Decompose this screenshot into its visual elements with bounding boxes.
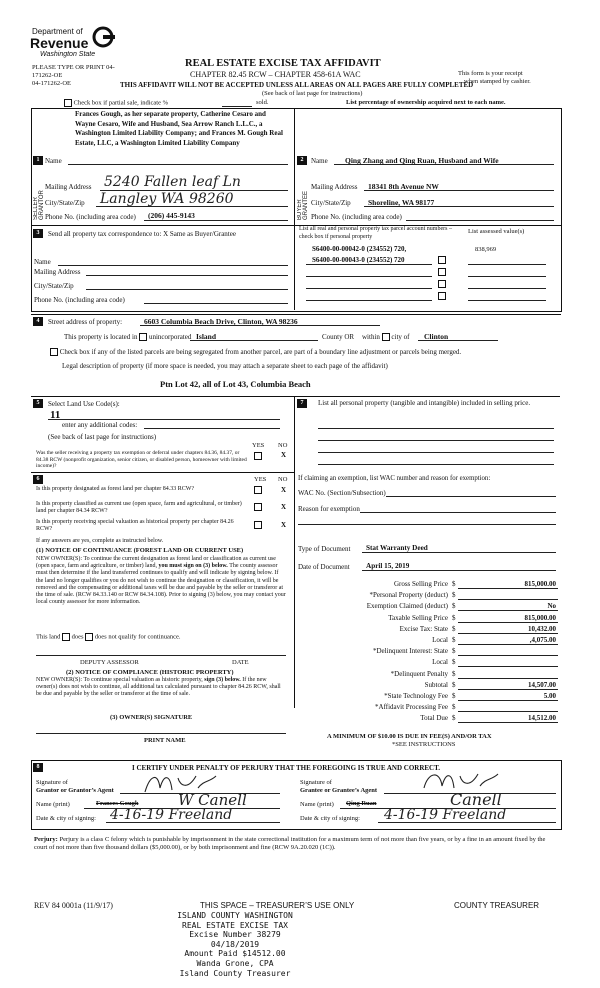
assessed-value-1: 838,969 [475, 246, 497, 253]
seller-side-label: SELLER GRANTOR [33, 190, 45, 220]
section-2-marker: 2 [297, 156, 307, 165]
tax-row [298, 580, 560, 591]
grantor-name-print-label: Name (print) [36, 801, 70, 808]
section-6-marker: 6 [33, 475, 43, 484]
current-use-answer: X [281, 503, 287, 511]
tax-row-value: 815,000.00 [524, 580, 556, 588]
doc-date-label: Date of Document [298, 563, 350, 571]
continuance-title: (1) NOTICE OF CONTINUANCE (FOREST LAND OR CURRENT USE) [36, 547, 244, 554]
s5-no-header: NO [278, 442, 288, 449]
tax-row [298, 591, 560, 602]
dollar-sign: $ [452, 680, 456, 689]
parcel-2-personal-checkbox[interactable] [438, 268, 446, 276]
assessed-header: List assessed value(s) [468, 228, 525, 235]
exemption-question: Was the seller receiving a property tax exemption or deferral under chapters 84.36, 84.37, or 84.38 RCW (nonprofit organization, senior citizen, or disabled person, homeowner with limited income)? [36, 450, 247, 469]
s5-see-back: (See back of last page for instructions) [48, 433, 157, 441]
tax-row-label: Exemption Claimed (deduct) [366, 602, 448, 611]
doc-type-label: Type of Document [298, 545, 351, 553]
tax-row-label: Local [432, 658, 448, 667]
current-use-yes-checkbox[interactable] [254, 503, 262, 511]
revenue-logo-icon [90, 26, 116, 48]
stamp-line: Excise Number 38279 [189, 930, 281, 940]
tax-row-value: 14,507.00 [528, 680, 556, 689]
tax-row-label: Taxable Selling Price [388, 613, 448, 622]
dollar-sign: $ [452, 714, 456, 723]
tax-row [298, 703, 560, 714]
buyer-name-value: Qing Zhang and Qing Ruan, Husband and Wife [345, 156, 499, 165]
receipt-note-2: when stamped by cashier. [464, 78, 531, 85]
buyer-side-label: BUYER GRANTEE [297, 190, 309, 220]
doc-date-value: April 15, 2019 [366, 562, 410, 570]
grantor-date-city-value: 4-16-19 Freeland [110, 807, 233, 823]
stamp-line: Island County Treasurer [179, 968, 291, 978]
sold-label: sold. [256, 99, 269, 106]
segregated-row: Check box if any of the listed parcels are being segregated from another parcel, are part of a boundary line adjustment or parcels being merged. [50, 348, 461, 356]
tax-row [298, 714, 560, 725]
form-warning: THIS AFFIDAVIT WILL NOT BE ACCEPTED UNLESS ALL AREAS ON ALL PAGES ARE FULLY COMPLETED [120, 81, 474, 89]
list-percentage-label: List percentage of ownership acquired next to each name. [346, 99, 506, 106]
wac-no-label: WAC No. (Section/Subsection) [298, 489, 386, 497]
buyer-name-label: Name [311, 157, 328, 165]
dollar-sign: $ [452, 692, 456, 700]
deputy-assessor-label: DEPUTY ASSESSOR [80, 659, 139, 666]
tax-row-value: 815,000.00 [524, 613, 556, 622]
county-or-label: County OR [322, 333, 355, 341]
partial-sale-checkbox[interactable] [64, 99, 72, 107]
s6-no-header: NO [278, 476, 288, 483]
dollar-sign: $ [452, 703, 456, 712]
tax-row-label: *Affidavit Processing Fee [375, 703, 448, 712]
compliance-text: NEW OWNER(S): To continue special valuation as historic property, sign (3) below. If the new owner(s) does not wish to continue, all additional tax calculated pursuant to chapter 84.26 RCW, shall be due and payable by the seller or transferor at the time of sale. [36, 677, 281, 698]
dollar-sign: $ [452, 624, 456, 633]
dollar-sign: $ [452, 580, 456, 588]
tax-row [298, 681, 560, 692]
tax-row-label: *Personal Property (deduct) [369, 591, 448, 600]
partial-sale-row: Check box if partial sale, indicate % [64, 99, 168, 107]
section-4-marker: 4 [33, 317, 43, 326]
grantee-sig-label-1: Signature of [300, 779, 332, 786]
buyer-phone-label: Phone No. (including area code) [311, 213, 402, 221]
seller-mailing-value: 5240 Fallen leaf Ln [104, 174, 241, 190]
stamp-line: ISLAND COUNTY WASHINGTON [177, 911, 293, 920]
treasurer-space-label: THIS SPACE – TREASURER’S USE ONLY [200, 901, 355, 910]
within-city-row: within city of [362, 333, 410, 341]
tax-row-label: Local [432, 636, 448, 644]
historic-question: Is this property receiving special valuation as historical property per chapter 84.26 RCW? [36, 519, 234, 532]
historic-yes-checkbox[interactable] [254, 521, 262, 529]
located-in-row: This property is located in unincorporated [64, 333, 192, 341]
section-3-marker: 3 [33, 229, 43, 238]
grantor-print-name: Frances Gough [96, 800, 139, 807]
same-as-buyer: X Same as Buyer/Grantee [163, 230, 236, 238]
ref-number-1: 171262-OE [32, 72, 63, 79]
section-7-marker: 7 [297, 399, 307, 408]
stamp-line: Wanda Grone, CPA [196, 958, 274, 968]
dept-state: Washington State [40, 51, 96, 58]
s3-city-label: City/State/Zip [34, 282, 74, 290]
tax-row-value: 5.00 [543, 692, 556, 700]
tax-row [298, 625, 560, 636]
tax-row-label: *Delinquent Penalty [390, 669, 448, 678]
form-chapter: CHAPTER 82.45 RCW – CHAPTER 458-61A WAC [190, 70, 361, 79]
treasurer-stamp [140, 911, 330, 978]
reason-label: Reason for exemption [298, 505, 360, 513]
stamp-line: Amount Paid $14512.00 [184, 949, 286, 959]
segregated-checkbox[interactable] [50, 348, 58, 356]
tax-row [298, 692, 560, 703]
compliance-title: (2) NOTICE OF COMPLIANCE (HISTORIC PROPERTY) [66, 669, 234, 676]
exemption-yes-checkbox[interactable] [254, 452, 262, 460]
deputy-date-label: DATE [232, 659, 249, 666]
section-5-marker: 5 [33, 399, 43, 408]
land-use-label: Select Land Use Code(s): [48, 400, 120, 408]
section-1-marker: 1 [33, 156, 43, 165]
dor-logo [32, 26, 122, 66]
s3-mailing-label: Mailing Address [34, 268, 81, 276]
minimum-due-note: A MINIMUM OF $10.00 IS DUE IN FEE(S) AND/OR TAX [327, 733, 492, 740]
grantor-date-city-label: Date & city of signing: [36, 815, 96, 822]
grantee-agent-hand-name: Canell [450, 790, 502, 809]
seller-mailing-label: Mailing Address [45, 183, 92, 191]
receipt-note-1: This form is your receipt [458, 70, 523, 77]
tax-row-label: Gross Selling Price [393, 580, 448, 588]
section-8-marker: 8 [33, 763, 43, 772]
street-value: 6603 Columbia Beach Drive, Clinton, WA 98236 [144, 317, 298, 326]
tax-row-label: *State Technology Fee [384, 692, 448, 700]
county-value: Island [196, 332, 217, 341]
continuance-text: NEW OWNER(S): To continue the current designation as forest land or classification as current use (open space, farm and agriculture, or timber) land, you must sign on (3) below. The county assessor must then determine if the land transferred continues to qualify and will indicate by signing below. If the land no longer qualifies or you do not wish to continue the designation or classification, it will be removed and the compensating or additional taxes will be due and payable by the seller or transferor at the time of sale. (RCW 84.33.140 or RCW 84.34.108). Prior to signing (3) below, you may contact your local county assessor for more information. [36, 556, 286, 606]
dept-small: Department of [32, 27, 83, 36]
tax-row [298, 636, 560, 647]
parcel-1-personal-checkbox[interactable] [438, 256, 446, 264]
seller-name-label: Name [45, 157, 62, 165]
send-correspondence: Send all property tax correspondence to: X Same as Buyer/Grantee [48, 230, 236, 238]
parcel-4-personal-checkbox[interactable] [438, 292, 446, 300]
street-label: Street address of property: [48, 318, 123, 326]
buyer-mailing-label: Mailing Address [311, 183, 358, 191]
tax-row-label: Total Due [420, 714, 448, 723]
form-title: REAL ESTATE EXCISE TAX AFFIDAVIT [185, 58, 381, 69]
s5-yes-header: YES [252, 442, 265, 449]
does-not-checkbox[interactable] [85, 633, 93, 641]
dollar-sign: $ [452, 591, 456, 600]
tax-row [298, 647, 560, 658]
forest-yes-checkbox[interactable] [254, 486, 262, 494]
s6-yes-header: YES [254, 476, 267, 483]
dollar-sign: $ [452, 636, 456, 644]
tax-row-label: Subtotal [424, 680, 448, 689]
county-treasurer-label: COUNTY TREASURER [454, 901, 540, 910]
tax-row-value: ,4,075.00 [529, 636, 556, 644]
current-use-question: Is this property classified as current use (open space, farm and agricultural, or timber) land per chapter 84.34 RCW? [36, 501, 242, 514]
does-checkbox[interactable] [62, 633, 70, 641]
city-value: Clinton [424, 332, 449, 341]
forest-question: Is this property designated as forest land per chapter 84.33 RCW? [36, 486, 195, 492]
dollar-sign: $ [452, 669, 456, 678]
stamp-line: REAL ESTATE EXCISE TAX [182, 920, 288, 930]
ref-number-2: 04-171262-OE [32, 80, 71, 87]
buyer-city-value: Shoreline, WA 98177 [368, 198, 435, 207]
dollar-sign: $ [452, 647, 456, 656]
buyer-city-label: City/State/Zip [311, 199, 351, 207]
parcel-3-personal-checkbox[interactable] [438, 280, 446, 288]
city-checkbox[interactable] [382, 333, 390, 341]
print-name-label: PRINT NAME [144, 737, 186, 744]
owner-signature-label: (3) OWNER(S) SIGNATURE [110, 714, 193, 721]
s3-phone-label: Phone No. (including area code) [34, 296, 125, 304]
form-revision: REV 84 0001a (11/9/17) [34, 901, 113, 910]
grantee-date-city-label: Date & city of signing: [300, 815, 360, 822]
tax-row [298, 602, 560, 613]
tax-row [298, 658, 560, 669]
parcel-number-2: S6400-00-00043-0 (234552) 720 [312, 256, 405, 264]
please-type: PLEASE TYPE OR PRINT 04- [32, 64, 115, 71]
tax-row-value: No [547, 602, 556, 611]
see-back-instructions: (See back of last page for instructions) [262, 90, 363, 97]
tax-row [298, 614, 560, 625]
buyer-mailing-value: 18341 8th Avenue NW [368, 182, 439, 191]
stamp-line: 04/18/2019 [210, 939, 260, 949]
grantor-sig-label-2: Grantor or Grantor’s Agent [36, 787, 114, 794]
tax-row-label: Excise Tax: State [399, 624, 448, 633]
legal-desc-label: Legal description of property (if more space is needed, you may attach a separate sheet to each page of the affidavit) [62, 362, 388, 370]
wac-claim-label: If claiming an exemption, list WAC number and reason for exemption: [298, 475, 491, 482]
doc-type-value: Stat Warranty Deed [366, 544, 428, 552]
dollar-sign: $ [452, 602, 456, 611]
grantee-sig-label-2: Grantee or Grantee’s Agent [300, 787, 378, 794]
dollar-sign: $ [452, 613, 456, 622]
tax-row-label: *Delinquent Interest: State [372, 647, 448, 656]
parcel-header: List all real and personal property tax parcel account numbers – check box if personal property [299, 226, 452, 240]
if-yes-note: If any answers are yes, complete as instructed below. [36, 538, 164, 544]
see-instructions-note: *SEE INSTRUCTIONS [392, 741, 456, 748]
grantee-date-city-value: 4-16-19 Freeland [384, 807, 507, 823]
seller-phone-value: (206) 445-9143 [148, 211, 195, 220]
seller-names: Frances Gough, as her separate property, Catherine Cesaro and Wayne Cesaro, Wife and Husband, Sea Arrow Ranch L.L.C., a Washington Limited Liability Company; and Frances M. Gough Real Estate, LLC, a Washington Limited Liability Company [75, 110, 283, 147]
forest-answer: X [281, 486, 287, 494]
additional-codes-label: enter any additional codes: [62, 421, 138, 429]
land-qualify-row: This land does does not qualify for continuance. [36, 633, 181, 641]
land-use-code: 11 [50, 409, 61, 421]
grantee-name-print-label: Name (print) [300, 801, 334, 808]
historic-answer: X [281, 521, 287, 529]
s3-name-label: Name [34, 258, 51, 266]
seller-phone-label: Phone No. (including area code) [45, 213, 136, 221]
legal-desc-value: Ptn Lot 42, all of Lot 43, Columbia Beach [160, 379, 311, 389]
personal-property-label: List all personal property (tangible and intangible) included in selling price. [318, 399, 531, 407]
dollar-sign: $ [452, 658, 456, 667]
tax-row [298, 670, 560, 681]
certify-statement: I CERTIFY UNDER PENALTY OF PERJURY THAT THE FOREGOING IS TRUE AND CORRECT. [132, 764, 441, 772]
grantor-sig-label-1: Signature of [36, 779, 68, 786]
tax-calculation [298, 580, 560, 740]
exemption-answer: X [281, 451, 287, 459]
seller-city-value: Langley WA 98260 [100, 191, 234, 207]
tax-row-value: 10,432.00 [528, 624, 556, 633]
tax-row-value: 14,512.00 [528, 714, 556, 723]
grantor-agent-hand-name: W Canell [178, 791, 247, 809]
seller-city-label: City/State/Zip [45, 199, 85, 207]
grantee-print-name: Qing Ruan [346, 800, 377, 807]
perjury-notice: Perjury: Perjury is a class C felony which is punishable by imprisonment in the state correctional institution for a maximum term of not more than five years, or by a fine in an amount fixed by the court of not more than five thousand dollars ($5,000.00), or by both imprisonment and fine (RCW 9A.20.020 (1C)). [34, 836, 546, 851]
unincorporated-checkbox[interactable] [139, 333, 147, 341]
dept-name: Revenue [30, 35, 89, 51]
parcel-number-1: S6400-00-00042-0 (234552) 720, [312, 245, 407, 253]
